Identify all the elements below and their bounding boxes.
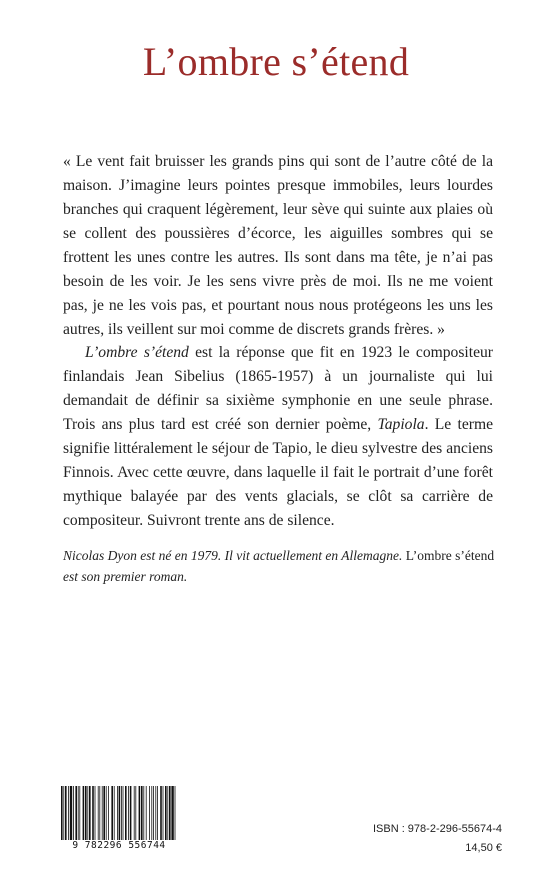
barcode-bar	[135, 786, 136, 840]
barcode-bar	[143, 786, 144, 840]
barcode-bar	[169, 786, 171, 840]
barcode-bar	[123, 786, 124, 840]
barcode-bar	[117, 786, 118, 840]
quote-paragraph: « Le vent fait bruisser les grands pins qui sont de l’autre côté de la maison. J’imagine leurs pointes presque immobiles, leurs lourdes branches qui craquent légèrement, leur sève qui suinte aux plaies où se collent des poussières d’écorce, les aiguilles sombres qui se frottent les unes contre les autres. Ils sont dans ma tête, je n’ai pas besoin de les voir. Je les sens vivre près de moi. Ils ne me voient pas, je ne les vois pas, et pourtant nous nous protégeons les uns les autres, ils veillent sur moi comme de discrets grands frères. »	[63, 153, 493, 338]
barcode-bar	[87, 786, 88, 840]
barcode-bar	[99, 786, 100, 840]
barcode-bar	[98, 786, 99, 840]
barcode-bar	[165, 786, 167, 840]
barcode-bar	[68, 786, 69, 840]
description-text-1: est la réponse que fit en 1923 le compositeur finlandais Jean Sibelius (1865-1957) à un journaliste qui lui demandait de définir sa sixième symphonie en une seule phrase. Trois ans plus tard est créé son dernier poème,	[63, 344, 493, 433]
barcode-bar	[163, 786, 164, 840]
barcode-bar	[83, 786, 85, 840]
barcode-bar	[119, 786, 121, 840]
barcode-bar	[85, 786, 87, 840]
barcode-bar	[157, 786, 158, 840]
barcode-digits: 9 782296 556744	[72, 840, 166, 851]
barcode-bar	[160, 786, 162, 840]
barcode-bar	[92, 786, 94, 840]
bio-text-1: Nicolas Dyon est né en 1979. Il vit actuellement en Allemagne.	[63, 548, 406, 563]
barcode-bar	[95, 786, 96, 840]
barcode-bar	[149, 786, 150, 840]
bio-title-reference: L’ombre s’étend	[405, 548, 495, 563]
barcode-bar	[146, 786, 147, 840]
barcode-bar	[111, 786, 113, 840]
barcode-bar	[61, 786, 63, 840]
barcode-bar	[103, 786, 105, 840]
author-bio	[63, 545, 503, 587]
barcode-bar	[102, 786, 103, 840]
barcode-bar	[134, 786, 135, 840]
barcode-bar	[155, 786, 156, 840]
barcode-bar	[79, 786, 80, 840]
poem-title: Tapiola	[377, 416, 425, 433]
description-text-2: . Le terme signifie littéralement le séjour de Tapio, le dieu sylvestre des anciens Finnois. Avec cette œuvre, dans laquelle il fait le portrait d’une forêt mythique balayée par des vents glacials, se clôt sa carrière de compositeur. Suivront trente ans de silence.	[63, 416, 493, 529]
barcode-bar	[75, 786, 77, 840]
barcode-bar	[139, 786, 141, 840]
price: 14,50 €	[465, 842, 502, 854]
barcode-bars	[60, 786, 178, 840]
barcode-bar	[141, 786, 143, 840]
title-reference: L’ombre s’étend	[85, 344, 189, 361]
barcode-bar	[70, 786, 72, 840]
barcode-bar	[121, 786, 122, 840]
barcode-bar	[63, 786, 64, 840]
barcode-bar	[106, 786, 107, 840]
barcode-bar	[167, 786, 168, 840]
description-paragraph	[63, 341, 493, 533]
book-title: L’ombre s’étend	[142, 39, 410, 84]
barcode-bar	[128, 786, 129, 840]
barcode-bar	[65, 786, 67, 840]
barcode-bar	[78, 786, 79, 840]
barcode-bar	[153, 786, 154, 840]
barcode-bar	[108, 786, 109, 840]
barcode-bar	[130, 786, 132, 840]
barcode-bar	[125, 786, 127, 840]
barcode-bar	[73, 786, 74, 840]
barcode-bar	[151, 786, 152, 840]
barcode-bar	[114, 786, 115, 840]
barcode-bar	[89, 786, 91, 840]
barcode-bar	[171, 786, 173, 840]
barcode-bar	[175, 786, 176, 840]
isbn: ISBN : 978-2-296-55674-4	[372, 823, 502, 835]
bio-text-2: est son premier roman.	[63, 569, 188, 584]
